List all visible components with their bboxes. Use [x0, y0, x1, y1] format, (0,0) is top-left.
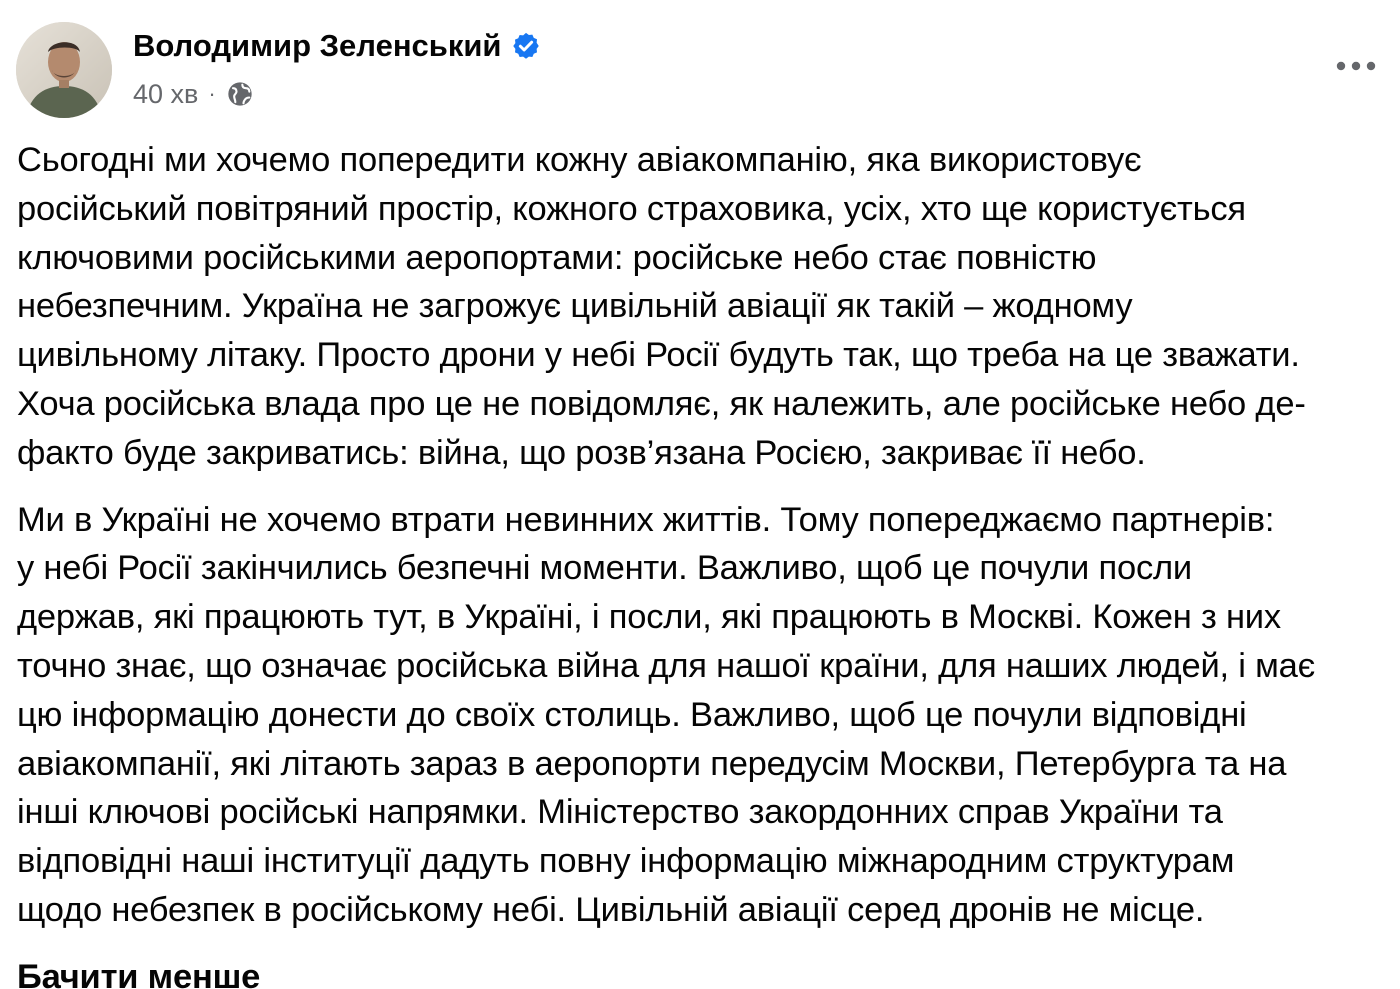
- more-options-icon: [1334, 60, 1378, 72]
- post-paragraph-2: Ми в Україні не хочемо втрати невинних життів. Тому попереджаємо партнерів: у небі Росії закінчились безпечні моменти. Важливо, щоб це почули посли держав, які працюють тут, в Україні, і посли, які працюють в Москві. Кожен з них точно знає, що означає російська війна для нашої країни, для наших людей, і має цю інформацію донести до своїх столиць. Важливо, щоб це почули відповідні авіакомпанії, які літають зараз в аеропорти передусім Москви, Петербурга та на інші ключові російські напрямки. Міністерство закордонних справ України та відповідні наші інституції дадуть повну інформацію міжнародним структурам щодо небезпек в російському небі. Цивільній авіації серед дронів не місце.: [17, 500, 1316, 929]
- post-timestamp[interactable]: 40 хв: [133, 78, 199, 109]
- avatar-photo: [16, 22, 112, 118]
- author-line: [133, 24, 541, 68]
- verified-badge-icon: [511, 31, 541, 61]
- see-less-link[interactable]: Бачити менше: [17, 957, 261, 989]
- more-options-button[interactable]: [1328, 46, 1384, 86]
- post-meta: [133, 74, 254, 114]
- author-avatar[interactable]: [16, 22, 112, 118]
- post-paragraph-1: Сьогодні ми хочемо попередити кожну авіакомпанію, яка використовує російський повітряний простір, кожного страховика, усіх, хто ще користується ключовими російськими аеропортами: російське небо стає повністю небезпечним. Україна не загрожує цивільній авіації як такій – жодному цивільному літаку. Просто дрони у небі Росії будуть так, що треба на це зважати. Хоча російська влада про це не повідомляє, як належить, але російське небо де- факто буде закриватись: війна, що розв’язана Росією, закриває її небо.: [17, 141, 1306, 472]
- meta-separator: ·: [208, 81, 216, 106]
- author-name[interactable]: Володимир Зеленський: [133, 28, 502, 63]
- post-header: [16, 22, 1384, 122]
- post-body: [17, 136, 1389, 989]
- globe-icon[interactable]: [226, 80, 254, 108]
